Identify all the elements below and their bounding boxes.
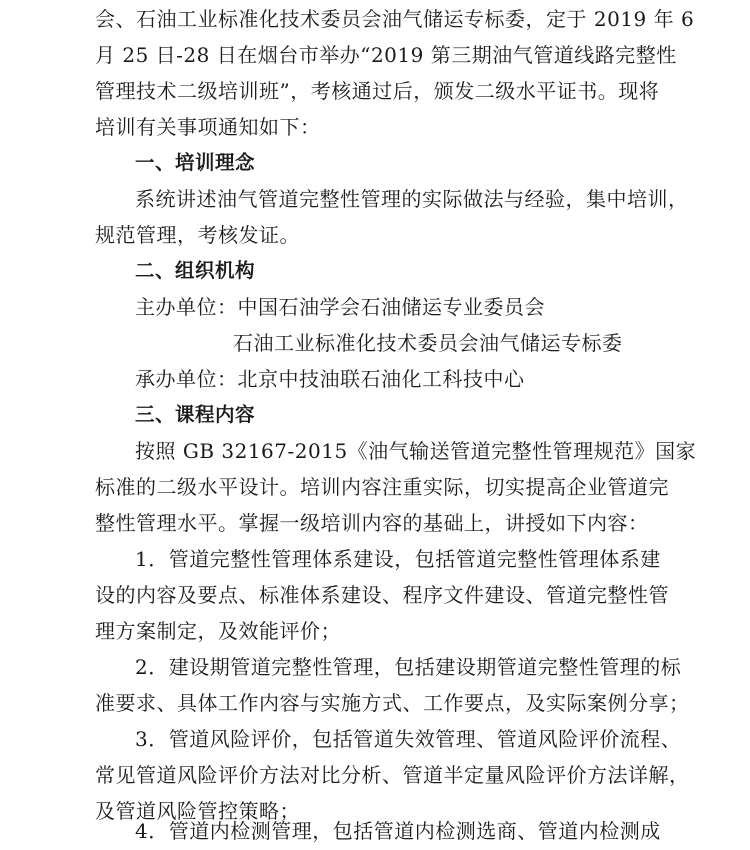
body-line: 系统讲述油气管道完整性管理的实际做法与经验，集中培训， xyxy=(135,187,689,211)
body-line: 常见管道风险评价方法对比分析、管道半定量风险评价方法详解， xyxy=(95,763,690,787)
list-item-4: 4．管道内检测管理，包括管道内检测选商、管道内检测成 xyxy=(135,819,661,843)
section-heading-training-concept: 一、培训理念 xyxy=(135,151,256,174)
body-line: 月 25 日-28 日在烟台市举办“2019 第三期油气管道线路完整性 xyxy=(95,43,677,67)
undertaker-line: 承办单位：北京中技油联石油化工科技中心 xyxy=(135,367,525,391)
organizer-line: 主办单位：中国石油学会石油储运专业委员会 xyxy=(135,295,545,319)
body-line: 规范管理，考核发证。 xyxy=(95,223,300,247)
body-line: 理方案制定，及效能评价； xyxy=(95,619,341,643)
list-item-2: 2．建设期管道完整性管理，包括建设期管道完整性管理的标 xyxy=(135,655,682,679)
list-item-3: 3．管道风险评价，包括管道失效管理、管道风险评价流程、 xyxy=(135,727,682,751)
body-line: 整性管理水平。掌握一级培训内容的基础上，讲授如下内容： xyxy=(95,511,649,535)
section-heading-organization: 二、组织机构 xyxy=(135,259,256,282)
section-heading-course-content: 三、课程内容 xyxy=(135,403,256,426)
organizer-line-continued: 石油工业标准化技术委员会油气储运专标委 xyxy=(233,331,623,355)
body-line: 会、石油工业标准化技术委员会油气储运专标委，定于 2019 年 6 xyxy=(95,7,695,31)
body-line: 标准的二级水平设计。培训内容注重实际，切实提高企业管道完 xyxy=(95,475,669,499)
body-line: 设的内容及要点、标准体系建设、程序文件建设、管道完整性管 xyxy=(95,583,669,607)
body-line: 管理技术二级培训班”，考核通过后，颁发二级水平证书。现将 xyxy=(95,79,660,103)
list-item-1: 1．管道完整性管理体系建设，包括管道完整性管理体系建 xyxy=(135,547,661,571)
body-line: 培训有关事项通知如下： xyxy=(95,115,321,139)
body-line: 及管道风险管控策略； xyxy=(95,799,300,823)
body-line: 准要求、具体工作内容与实施方式、工作要点，及实际案例分享； xyxy=(95,691,690,715)
body-line: 按照 GB 32167-2015《油气输送管道完整性管理规范》国家 xyxy=(135,439,697,463)
